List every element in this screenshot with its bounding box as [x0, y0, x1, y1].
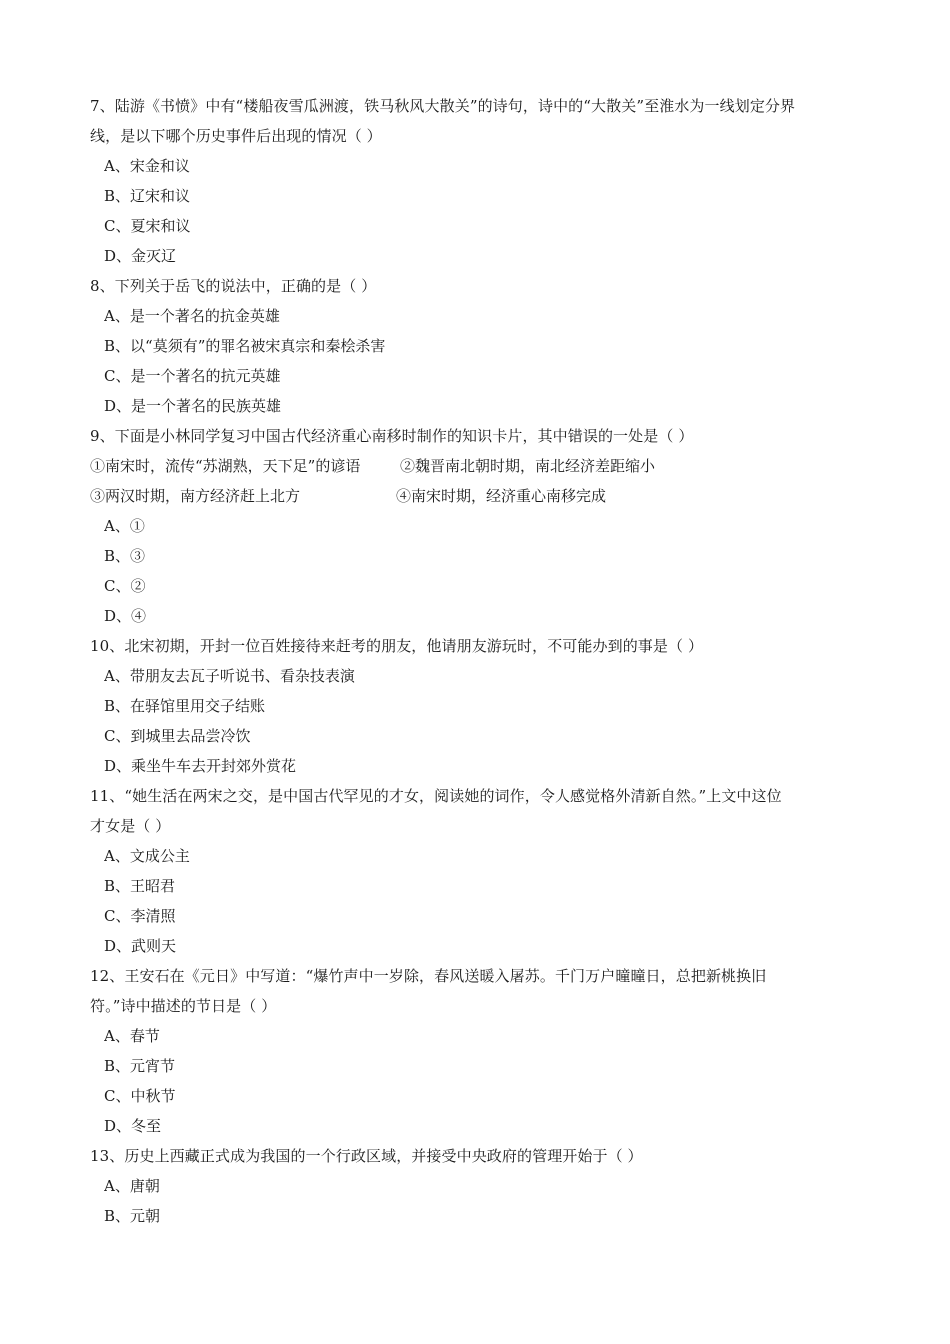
question-12-stem-line-1: 12、王安石在《元日》中写道：“爆竹声中一岁除，春风送暖入屠苏。千门万户曈曈日，总把新桃换旧 [90, 967, 767, 985]
card-2: ②魏晋南北朝时期，南北经济差距缩小 [400, 457, 656, 475]
question-8-option-a: A、是一个著名的抗金英雄 [104, 307, 280, 325]
question-10-option-a: A、带朋友去瓦子听说书、看杂技表演 [104, 667, 355, 685]
question-13-option-b: B、元朝 [104, 1207, 161, 1225]
question-8-option-d: D、是一个著名的民族英雄 [104, 397, 282, 415]
question-7-option-b: B、辽宋和议 [104, 187, 191, 205]
card-1: ①南宋时，流传“苏湖熟，天下足”的谚语 [90, 457, 361, 475]
question-11-option-a: A、文成公主 [104, 847, 190, 865]
question-7-option-d: D、金灭辽 [104, 247, 177, 265]
question-8-option-b: B、以“莫须有”的罪名被宋真宗和秦桧杀害 [104, 337, 386, 355]
question-12-option-c: C、中秋节 [104, 1087, 176, 1105]
question-11-option-c: C、李清照 [104, 907, 176, 925]
question-9-option-a: A、① [104, 517, 145, 535]
question-13-option-a: A、唐朝 [104, 1177, 160, 1195]
question-12-option-d: D、冬至 [104, 1117, 162, 1135]
question-12-stem-line-2: 符。”诗中描述的节日是（ ） [90, 997, 277, 1015]
question-11-option-d: D、武则天 [104, 937, 177, 955]
question-9-option-d: D、④ [104, 607, 147, 625]
question-9-option-b: B、③ [104, 547, 146, 565]
question-8-stem: 8、下列关于岳飞的说法中，正确的是（ ） [90, 277, 377, 295]
question-7-option-c: C、夏宋和议 [104, 217, 191, 235]
question-11-option-b: B、王昭君 [104, 877, 176, 895]
card-3: ③两汉时期，南方经济赶上北方 [90, 487, 301, 505]
question-9-stem: 9、下面是小林同学复习中国古代经济重心南移时制作的知识卡片，其中错误的一处是（ ） [90, 427, 694, 445]
question-7-option-a: A、宋金和议 [104, 157, 190, 175]
question-9-option-c: C、② [104, 577, 146, 595]
question-11-stem-line-2: 才女是（ ） [90, 817, 171, 835]
question-11-stem-line-1: 11、“她生活在两宋之交，是中国古代罕见的才女，阅读她的词作，令人感觉格外清新自然。”上文中这位 [90, 787, 782, 805]
question-9-card-row-1 [90, 456, 866, 476]
question-10-option-b: B、在驿馆里用交子结账 [104, 697, 266, 715]
question-7-stem-line-1: 7、陆游《书愤》中有“楼船夜雪瓜洲渡，铁马秋风大散关”的诗句，诗中的“大散关”至淮水为一线划定分界 [90, 97, 796, 115]
question-10-option-c: C、到城里去品尝冷饮 [104, 727, 251, 745]
question-12-option-b: B、元宵节 [104, 1057, 176, 1075]
question-9-card-row-2 [90, 486, 866, 506]
question-13-stem: 13、历史上西藏正式成为我国的一个行政区域，并接受中央政府的管理开始于（ ） [90, 1147, 643, 1165]
question-8-option-c: C、是一个著名的抗元英雄 [104, 367, 281, 385]
card-4: ④南宋时期，经济重心南移完成 [396, 487, 607, 505]
question-10-option-d: D、乘坐牛车去开封郊外赏花 [104, 757, 297, 775]
question-12-option-a: A、春节 [104, 1027, 160, 1045]
question-10-stem: 10、北宋初期，开封一位百姓接待来赶考的朋友，他请朋友游玩时，不可能办到的事是（ ） [90, 637, 704, 655]
question-7-stem-line-2: 线，是以下哪个历史事件后出现的情况（ ） [90, 127, 382, 145]
